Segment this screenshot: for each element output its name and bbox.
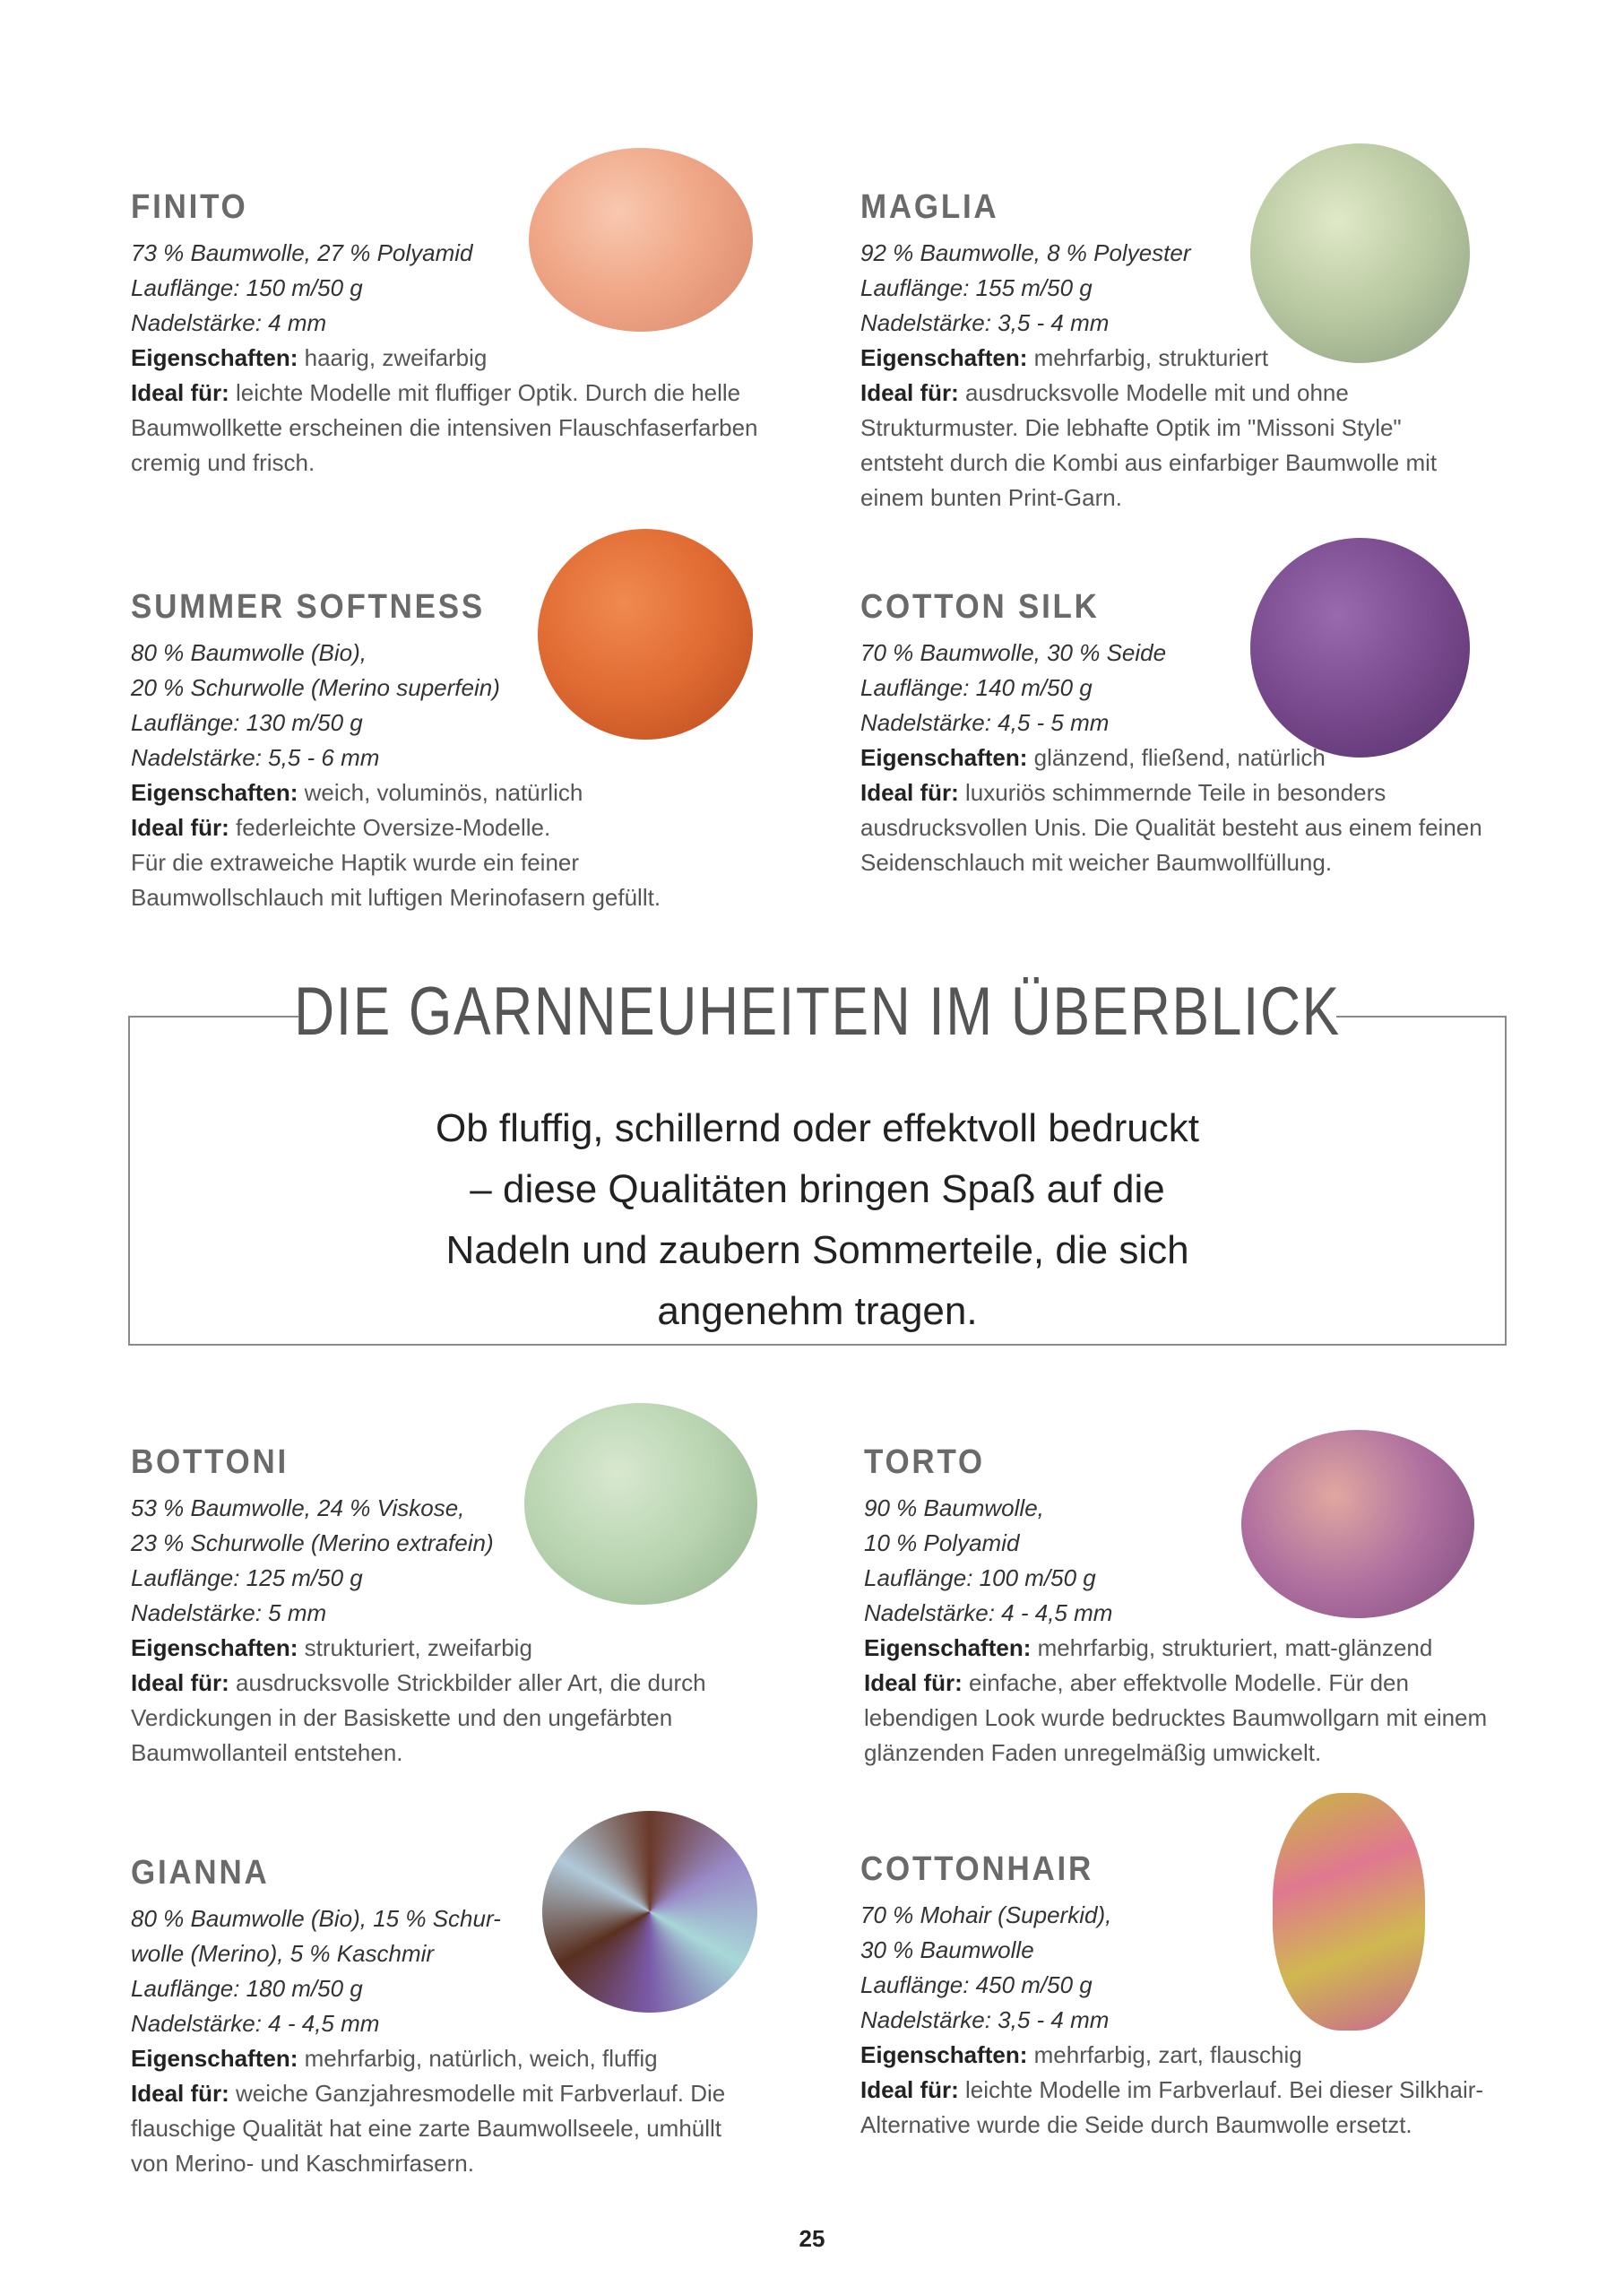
yarn-name: BOTTONI <box>131 1443 289 1481</box>
yarn-name: MAGLIA <box>860 188 999 226</box>
yarn-properties: Eigenschaften: mehrfarbig, strukturiert, matt-glänzend <box>864 1634 1433 1661</box>
yarn-ideal-for: Ideal für: federleichte Oversize-Modelle. <box>131 814 551 841</box>
yarn-spec: Nadelstärke: 4,5 - 5 mm <box>860 709 1110 736</box>
yarn-properties: Eigenschaften: haarig, zweifarbig <box>131 344 488 371</box>
yarn-spec: Lauflänge: 125 m/50 g <box>131 1564 363 1591</box>
yarn-spec: Lauflänge: 155 m/50 g <box>860 274 1093 301</box>
yarn-spec: 53 % Baumwolle, 24 % Viskose, <box>131 1494 465 1521</box>
yarn-spec: 80 % Baumwolle (Bio), <box>131 639 367 666</box>
yarn-properties: Eigenschaften: mehrfarbig, zart, flauschig <box>860 2041 1302 2068</box>
yarn-ideal-for: Ideal für: ausdrucksvolle Modelle mit und ohne Strukturmuster. Die lebhafte Optik im "Missoni Style" entsteht durch die Kombi aus einfarbiger Baumwolle mit einem bunten Print-Garn. <box>860 379 1438 511</box>
yarn-entry-maglia <box>860 188 1488 515</box>
yarn-spec: Nadelstärke: 3,5 - 4 mm <box>860 2006 1110 2033</box>
yarn-spec: Lauflänge: 100 m/50 g <box>864 1564 1096 1591</box>
yarn-entry-torto <box>864 1443 1491 1771</box>
yarn-name: FINITO <box>131 188 248 226</box>
yarn-spec: Lauflänge: 450 m/50 g <box>860 1971 1093 1998</box>
yarn-spec: 73 % Baumwolle, 27 % Polyamid <box>131 239 473 266</box>
yarn-spec: Nadelstärke: 4 - 4,5 mm <box>131 2010 380 2037</box>
yarn-name: COTTONHAIR <box>860 1850 1094 1888</box>
yarn-ideal-for: Ideal für: weiche Ganzjahresmodelle mit Farbverlauf. Die flauschige Qualität hat eine zarte Baumwollseele, umhüllt von Merino- und Kaschmirfasern. <box>131 2080 726 2177</box>
yarn-properties: Eigenschaften: mehrfarbig, natürlich, weich, fluffig <box>131 2045 658 2072</box>
yarn-spec: Nadelstärke: 4 mm <box>131 309 327 336</box>
yarn-spec: Nadelstärke: 4 - 4,5 mm <box>864 1599 1113 1626</box>
yarn-spec: 90 % Baumwolle, <box>864 1494 1044 1521</box>
yarn-spec: Lauflänge: 180 m/50 g <box>131 1975 363 2002</box>
yarn-properties: Eigenschaften: glänzend, fließend, natürlich <box>860 744 1326 771</box>
yarn-ideal-for: Ideal für: einfache, aber effektvolle Modelle. Für den lebendigen Look wurde bedrucktes Baumwollgarn mit einem glänzenden Faden unregelmäßig umwickelt. <box>864 1669 1488 1766</box>
yarn-entry-gianna <box>131 1854 758 2181</box>
yarn-entry-cotton-silk <box>860 588 1488 880</box>
yarn-extra-description: Für die extraweiche Haptik wurde ein feiner Baumwollschlauch mit luftigen Merinofasern gefüllt. <box>131 849 661 911</box>
yarn-entry-finito <box>131 188 758 481</box>
yarn-entry-summer-softness <box>131 588 758 915</box>
yarn-spec: Lauflänge: 130 m/50 g <box>131 709 363 736</box>
yarn-ideal-for: Ideal für: leichte Modelle mit fluffiger Optik. Durch die helle Baumwollkette erscheinen die intensiven Flauschfaserfarben cremig und frisch. <box>131 379 758 476</box>
yarn-spec: 70 % Baumwolle, 30 % Seide <box>860 639 1167 666</box>
yarn-name: TORTO <box>864 1443 985 1481</box>
yarn-name: SUMMER SOFTNESS <box>131 588 485 626</box>
yarn-ideal-for: Ideal für: ausdrucksvolle Strickbilder aller Art, die durch Verdickungen in der Basiskette und den ungefärbten Baumwollanteil entstehen. <box>131 1669 706 1766</box>
yarn-spec: Nadelstärke: 5 mm <box>131 1599 327 1626</box>
yarn-spec: Lauflänge: 140 m/50 g <box>860 674 1093 701</box>
yarn-name: GIANNA <box>131 1854 270 1892</box>
yarn-spec: wolle (Merino), 5 % Kaschmir <box>131 1940 435 1967</box>
yarn-spec: Nadelstärke: 5,5 - 6 mm <box>131 744 380 771</box>
yarn-entry-bottoni <box>131 1443 758 1771</box>
yarn-spec: 30 % Baumwolle <box>860 1936 1034 1963</box>
overview-box <box>128 974 1507 1346</box>
yarn-spec: 70 % Mohair (Superkid), <box>860 1901 1112 1928</box>
yarn-spec: 80 % Baumwolle (Bio), 15 % Schur- <box>131 1905 501 1932</box>
yarn-properties: Eigenschaften: weich, voluminös, natürlich <box>131 779 583 806</box>
yarn-properties: Eigenschaften: strukturiert, zweifarbig <box>131 1634 532 1661</box>
yarn-entry-cottonhair <box>860 1850 1488 2143</box>
yarn-spec: Nadelstärke: 3,5 - 4 mm <box>860 309 1110 336</box>
page-number: 25 <box>799 2225 825 2252</box>
yarn-spec: 10 % Polyamid <box>864 1529 1020 1556</box>
yarn-spec: 20 % Schurwolle (Merino superfein) <box>131 674 500 701</box>
overview-title: DIE GARNNEUHEITEN IM ÜBERBLICK <box>294 974 1341 1050</box>
yarn-properties: Eigenschaften: mehrfarbig, strukturiert <box>860 344 1269 371</box>
yarn-spec: 23 % Schurwolle (Merino extrafein) <box>131 1529 494 1556</box>
yarn-spec: Lauflänge: 150 m/50 g <box>131 274 363 301</box>
overview-text: Ob fluffig, schillernd oder effektvoll bedruckt – diese Qualitäten bringen Spaß auf die Nadeln und zaubern Sommerteile, die sich angenehm tragen. <box>436 1106 1199 1333</box>
yarn-ideal-for: Ideal für: luxuriös schimmernde Teile in besonders ausdrucksvollen Unis. Die Qualität besteht aus einem feinen Seidenschlauch mit weicher Baumwollfüllung. <box>860 779 1482 876</box>
yarn-ideal-for: Ideal für: leichte Modelle im Farbverlauf. Bei dieser Silkhair-Alternative wurde die Seide durch Baumwolle ersetzt. <box>860 2076 1484 2138</box>
yarn-spec: 92 % Baumwolle, 8 % Polyester <box>860 239 1191 266</box>
yarn-name: COTTON SILK <box>860 588 1100 626</box>
